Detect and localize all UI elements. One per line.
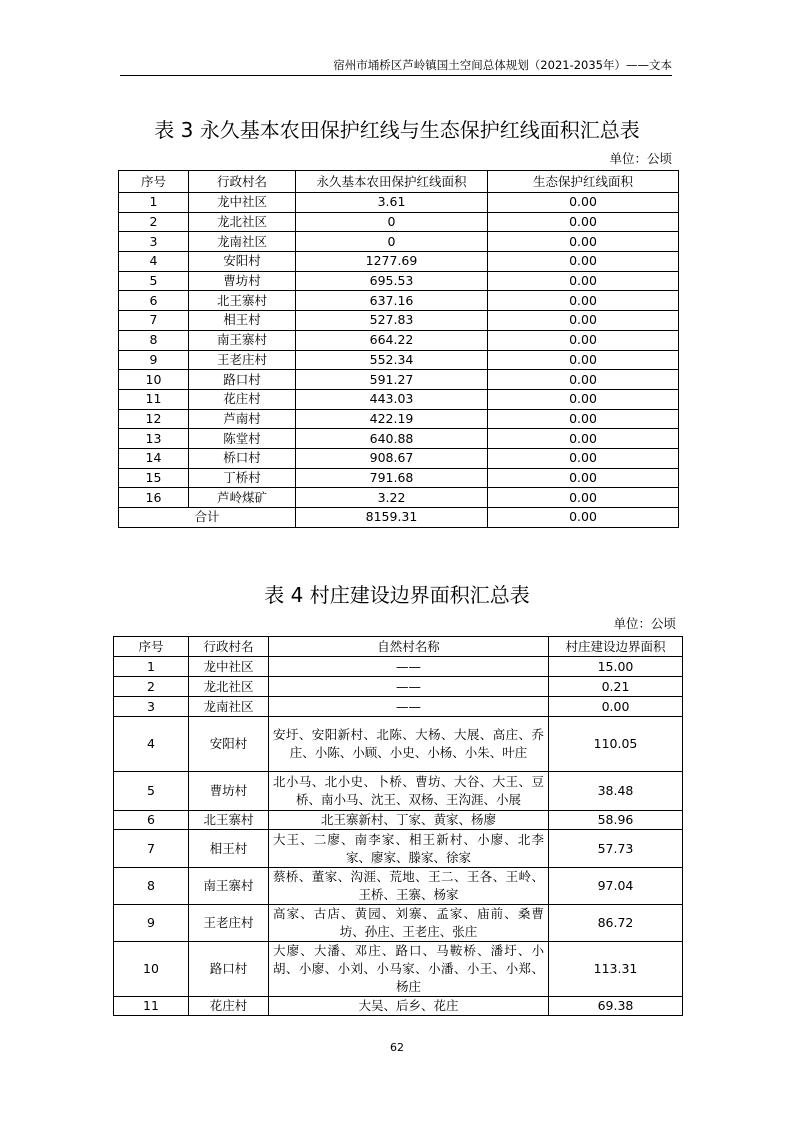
farmland-area: 695.53	[296, 271, 488, 291]
farmland-area: 1277.69	[296, 252, 488, 272]
village-name: 南王寨村	[189, 868, 269, 905]
village-name: 花庄村	[189, 997, 269, 1016]
village-name: 龙南社区	[189, 232, 296, 252]
boundary-area: 86.72	[549, 905, 683, 942]
village-name: 王老庄村	[189, 905, 269, 942]
table-row	[114, 697, 683, 717]
row-index: 10	[114, 942, 189, 997]
boundary-area: 113.31	[549, 942, 683, 997]
table-row	[114, 677, 683, 697]
eco-area: 0.00	[488, 271, 679, 291]
farmland-area: 637.16	[296, 291, 488, 311]
table4	[113, 636, 683, 1016]
col-header: 行政村名	[189, 637, 269, 657]
col-header: 序号	[119, 171, 189, 193]
table3-unit: 单位：公顷	[609, 151, 672, 166]
boundary-area: 0.21	[549, 677, 683, 697]
table-row	[114, 811, 683, 830]
eco-area: 0.00	[488, 252, 679, 272]
village-name: 路口村	[189, 370, 296, 390]
village-name: 北王寨村	[189, 291, 296, 311]
row-index: 5	[119, 271, 189, 291]
table-row	[119, 488, 679, 508]
farmland-area: 527.83	[296, 311, 488, 331]
table-row	[119, 193, 679, 213]
village-name: 曹坊村	[189, 271, 296, 291]
eco-area: 0.00	[488, 350, 679, 370]
row-index: 16	[119, 488, 189, 508]
village-name: 芦南村	[189, 409, 296, 429]
table-row	[119, 291, 679, 311]
boundary-area: 38.48	[549, 772, 683, 811]
eco-area: 0.00	[488, 311, 679, 331]
village-name: 安阳村	[189, 717, 269, 772]
row-index: 8	[114, 868, 189, 905]
row-index: 10	[119, 370, 189, 390]
farmland-area: 791.68	[296, 468, 488, 488]
total-row	[119, 508, 679, 528]
eco-area: 0.00	[488, 291, 679, 311]
village-name: 龙中社区	[189, 193, 296, 213]
village-name: 安阳村	[189, 252, 296, 272]
village-name: 南王寨村	[189, 330, 296, 350]
natural-villages: 蔡桥、董家、沟涯、荒地、王二、王各、王岭、王桥、王寨、杨家	[269, 868, 549, 905]
table-row	[119, 271, 679, 291]
row-index: 14	[119, 448, 189, 468]
farmland-area: 908.67	[296, 448, 488, 468]
table-row	[114, 772, 683, 811]
row-index: 11	[119, 389, 189, 409]
natural-villages: 安圩、安阳新村、北陈、大杨、大展、高庄、乔庄、小陈、小顾、小史、小杨、小朱、叶庄	[269, 717, 549, 772]
row-index: 12	[119, 409, 189, 429]
table4-title: 表 4 村庄建设边界面积汇总表	[264, 583, 530, 607]
total-farmland: 8159.31	[296, 508, 488, 528]
row-index: 4	[114, 717, 189, 772]
row-index: 9	[114, 905, 189, 942]
natural-villages: 北小马、北小史、卜桥、曹坊、大谷、大王、豆桥、南小马、沈王、双杨、王沟涯、小展	[269, 772, 549, 811]
row-index: 15	[119, 468, 189, 488]
village-name: 陈堂村	[189, 429, 296, 449]
village-name: 桥口村	[189, 448, 296, 468]
eco-area: 0.00	[488, 389, 679, 409]
eco-area: 0.00	[488, 330, 679, 350]
table-row	[114, 830, 683, 868]
eco-area: 0.00	[488, 409, 679, 429]
row-index: 2	[119, 212, 189, 232]
eco-area: 0.00	[488, 193, 679, 213]
table-row	[114, 997, 683, 1016]
row-index: 3	[119, 232, 189, 252]
table-row	[119, 370, 679, 390]
boundary-area: 58.96	[549, 811, 683, 830]
natural-villages: 高家、古店、黄园、刘寨、孟家、庙前、桑曹坊、孙庄、王老庄、张庄	[269, 905, 549, 942]
farmland-area: 664.22	[296, 330, 488, 350]
row-index: 4	[119, 252, 189, 272]
farmland-area: 552.34	[296, 350, 488, 370]
natural-villages: 北王寨新村、丁家、黄家、杨廖	[269, 811, 549, 830]
village-name: 王老庄村	[189, 350, 296, 370]
village-name: 花庄村	[189, 389, 296, 409]
eco-area: 0.00	[488, 232, 679, 252]
row-index: 13	[119, 429, 189, 449]
table-row	[119, 350, 679, 370]
farmland-area: 443.03	[296, 389, 488, 409]
row-index: 6	[119, 291, 189, 311]
row-index: 3	[114, 697, 189, 717]
village-name: 相王村	[189, 830, 269, 868]
village-name: 北王寨村	[189, 811, 269, 830]
col-header: 序号	[114, 637, 189, 657]
col-header: 自然村名称	[269, 637, 549, 657]
village-name: 相王村	[189, 311, 296, 331]
farmland-area: 3.61	[296, 193, 488, 213]
row-index: 11	[114, 997, 189, 1016]
table-row	[119, 448, 679, 468]
boundary-area: 110.05	[549, 717, 683, 772]
village-name: 曹坊村	[189, 772, 269, 811]
row-index: 6	[114, 811, 189, 830]
boundary-area: 57.73	[549, 830, 683, 868]
natural-villages: 大王、二廖、南李家、相王新村、小廖、北李家、廖家、滕家、徐家	[269, 830, 549, 868]
farmland-area: 591.27	[296, 370, 488, 390]
table-row	[119, 468, 679, 488]
page-number: 62	[390, 1041, 404, 1054]
boundary-area: 69.38	[549, 997, 683, 1016]
village-name: 芦岭煤矿	[189, 488, 296, 508]
row-index: 5	[114, 772, 189, 811]
village-name: 丁桥村	[189, 468, 296, 488]
row-index: 9	[119, 350, 189, 370]
running-header: 宿州市埇桥区芦岭镇国土空间总体规划（2021-2035年）——文本	[120, 56, 672, 76]
col-header: 村庄建设边界面积	[549, 637, 683, 657]
col-header: 行政村名	[189, 171, 296, 193]
natural-villages: ——	[269, 657, 549, 677]
farmland-area: 0	[296, 212, 488, 232]
row-index: 7	[119, 311, 189, 331]
table-row	[119, 311, 679, 331]
boundary-area: 15.00	[549, 657, 683, 677]
farmland-area: 3.22	[296, 488, 488, 508]
eco-area: 0.00	[488, 212, 679, 232]
table-row	[119, 409, 679, 429]
row-index: 7	[114, 830, 189, 868]
row-index: 1	[119, 193, 189, 213]
natural-villages: ——	[269, 697, 549, 717]
total-label: 合计	[119, 508, 296, 528]
eco-area: 0.00	[488, 370, 679, 390]
row-index: 2	[114, 677, 189, 697]
village-name: 龙北社区	[189, 677, 269, 697]
eco-area: 0.00	[488, 488, 679, 508]
table-row	[114, 905, 683, 942]
eco-area: 0.00	[488, 448, 679, 468]
natural-villages: 大吴、后乡、花庄	[269, 997, 549, 1016]
boundary-area: 97.04	[549, 868, 683, 905]
table3-title: 表 3 永久基本农田保护红线与生态保护红线面积汇总表	[154, 118, 640, 142]
farmland-area: 422.19	[296, 409, 488, 429]
row-index: 8	[119, 330, 189, 350]
village-name: 龙北社区	[189, 212, 296, 232]
village-name: 路口村	[189, 942, 269, 997]
eco-area: 0.00	[488, 429, 679, 449]
table-row	[119, 252, 679, 272]
table-row	[114, 942, 683, 997]
table-row	[119, 232, 679, 252]
village-name: 龙中社区	[189, 657, 269, 677]
table4-unit: 单位：公顷	[613, 616, 676, 631]
table-row	[119, 330, 679, 350]
table-row	[119, 429, 679, 449]
col-header: 永久基本农田保护红线面积	[296, 171, 488, 193]
table3	[118, 170, 679, 528]
total-eco: 0.00	[488, 508, 679, 528]
col-header: 生态保护红线面积	[488, 171, 679, 193]
farmland-area: 640.88	[296, 429, 488, 449]
table-row	[114, 717, 683, 772]
table-row	[119, 389, 679, 409]
boundary-area: 0.00	[549, 697, 683, 717]
farmland-area: 0	[296, 232, 488, 252]
natural-villages: 大廖、大潘、邓庄、路口、马鞍桥、潘圩、小胡、小廖、小刘、小马家、小潘、小王、小郑、杨庄	[269, 942, 549, 997]
table-row	[114, 868, 683, 905]
village-name: 龙南社区	[189, 697, 269, 717]
table-row	[114, 657, 683, 677]
table-row	[119, 212, 679, 232]
natural-villages: ——	[269, 677, 549, 697]
eco-area: 0.00	[488, 468, 679, 488]
row-index: 1	[114, 657, 189, 677]
